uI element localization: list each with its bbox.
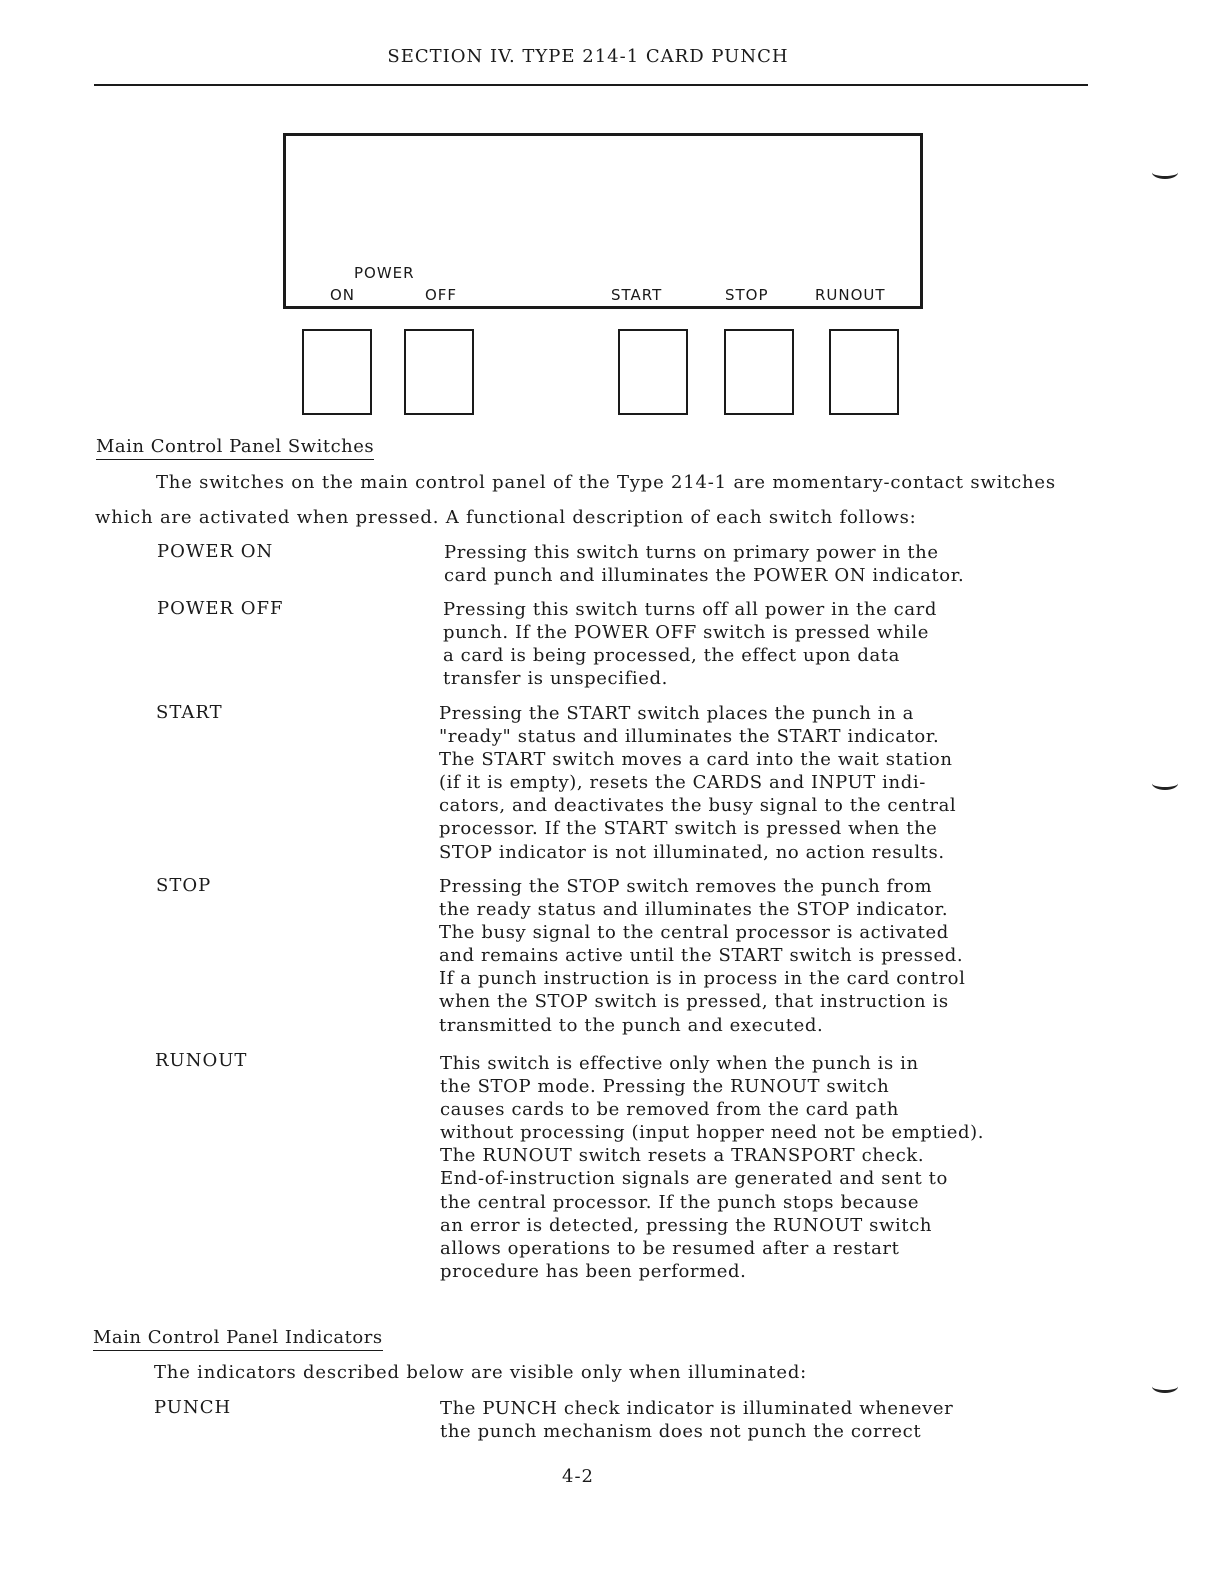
desc-line: an error is detected, pressing the RUNOUT switch <box>440 1214 933 1236</box>
desc-line: Pressing this switch turns off all power in the card <box>443 599 937 620</box>
panel-label-on: ON <box>330 286 356 304</box>
power-off-switch <box>404 329 474 415</box>
desc-line: cators, and deactivates the busy signal to the central <box>439 795 957 817</box>
panel-label-runout: RUNOUT <box>815 286 886 304</box>
desc-runout <box>440 1052 984 1283</box>
desc-line: The RUNOUT switch resets a TRANSPORT check. <box>440 1145 925 1167</box>
desc-line: This switch is effective only when the punch is in <box>440 1053 919 1074</box>
desc-line: the ready status and illuminates the STOP indicator. <box>439 899 949 921</box>
term-power-off: POWER OFF <box>157 598 284 619</box>
desc-line: (if it is empty), resets the CARDS and INPUT indi- <box>439 772 926 794</box>
binder-mark <box>1152 777 1178 790</box>
runout-switch <box>829 329 899 415</box>
desc-punch <box>440 1397 953 1443</box>
desc-line: End-of-instruction signals are generated and sent to <box>440 1168 948 1190</box>
panel-label-off: OFF <box>425 286 458 304</box>
desc-line: card punch and illuminates the POWER ON indicator. <box>444 565 965 587</box>
desc-line: allows operations to be resumed after a restart <box>440 1237 900 1259</box>
panel-label-stop: STOP <box>725 286 769 304</box>
desc-start <box>439 702 956 864</box>
binder-mark <box>1152 166 1178 179</box>
term-punch: PUNCH <box>154 1397 232 1418</box>
desc-line: and remains active until the START switch is pressed. <box>439 945 964 967</box>
desc-line: the central processor. If the punch stops because <box>440 1191 920 1213</box>
term-stop: STOP <box>156 875 212 896</box>
desc-line: the STOP mode. Pressing the RUNOUT switch <box>440 1076 890 1098</box>
desc-line: processor. If the START switch is pressed when the <box>439 818 938 840</box>
stop-switch <box>724 329 794 415</box>
start-switch <box>618 329 688 415</box>
page-number: 4-2 <box>562 1466 594 1487</box>
header-rule <box>94 84 1088 86</box>
desc-line: "ready" status and illuminates the START indicator. <box>439 726 940 748</box>
control-panel-figure <box>283 133 923 309</box>
desc-stop <box>439 875 965 1037</box>
switches-heading: Main Control Panel Switches <box>96 436 374 460</box>
page-header: SECTION IV. TYPE 214-1 CARD PUNCH <box>387 46 789 67</box>
desc-line: Pressing the STOP switch removes the punch from <box>439 876 933 897</box>
desc-line: If a punch instruction is in process in the card control <box>439 968 966 990</box>
term-runout: RUNOUT <box>155 1050 248 1071</box>
term-start: START <box>156 702 223 723</box>
desc-line: STOP indicator is not illuminated, no action results. <box>439 841 945 863</box>
power-on-switch <box>302 329 372 415</box>
indicators-intro: The indicators described below are visible only when illuminated: <box>154 1362 808 1383</box>
switches-intro-line-1: The switches on the main control panel of the Type 214-1 are momentary-contact switches <box>156 472 1056 493</box>
desc-line: the punch mechanism does not punch the correct <box>440 1421 922 1443</box>
desc-line: causes cards to be removed from the card path <box>440 1099 899 1121</box>
panel-label-start: START <box>611 286 663 304</box>
desc-line: Pressing this switch turns on primary power in the <box>444 542 939 563</box>
term-power-on: POWER ON <box>157 541 274 562</box>
desc-line: The PUNCH check indicator is illuminated whenever <box>440 1398 954 1419</box>
desc-line: The busy signal to the central processor is activated <box>439 922 949 944</box>
desc-line: procedure has been performed. <box>440 1260 747 1282</box>
desc-line: without processing (input hopper need not be emptied). <box>440 1122 985 1144</box>
panel-label-power: POWER <box>354 264 415 282</box>
desc-line: transmitted to the punch and executed. <box>439 1014 824 1036</box>
indicators-heading: Main Control Panel Indicators <box>93 1327 383 1351</box>
desc-line: a card is being processed, the effect upon data <box>443 645 900 667</box>
binder-mark <box>1152 1380 1178 1393</box>
desc-line: The START switch moves a card into the wait station <box>439 749 953 771</box>
desc-power-off <box>443 598 937 690</box>
desc-line: transfer is unspecified. <box>443 668 668 690</box>
desc-line: punch. If the POWER OFF switch is pressed while <box>443 622 930 644</box>
desc-power-on <box>444 541 964 587</box>
desc-line: when the STOP switch is pressed, that instruction is <box>439 991 949 1013</box>
desc-line: Pressing the START switch places the punch in a <box>439 703 914 724</box>
switches-intro-line-2: which are activated when pressed. A functional description of each switch follows: <box>95 507 917 528</box>
